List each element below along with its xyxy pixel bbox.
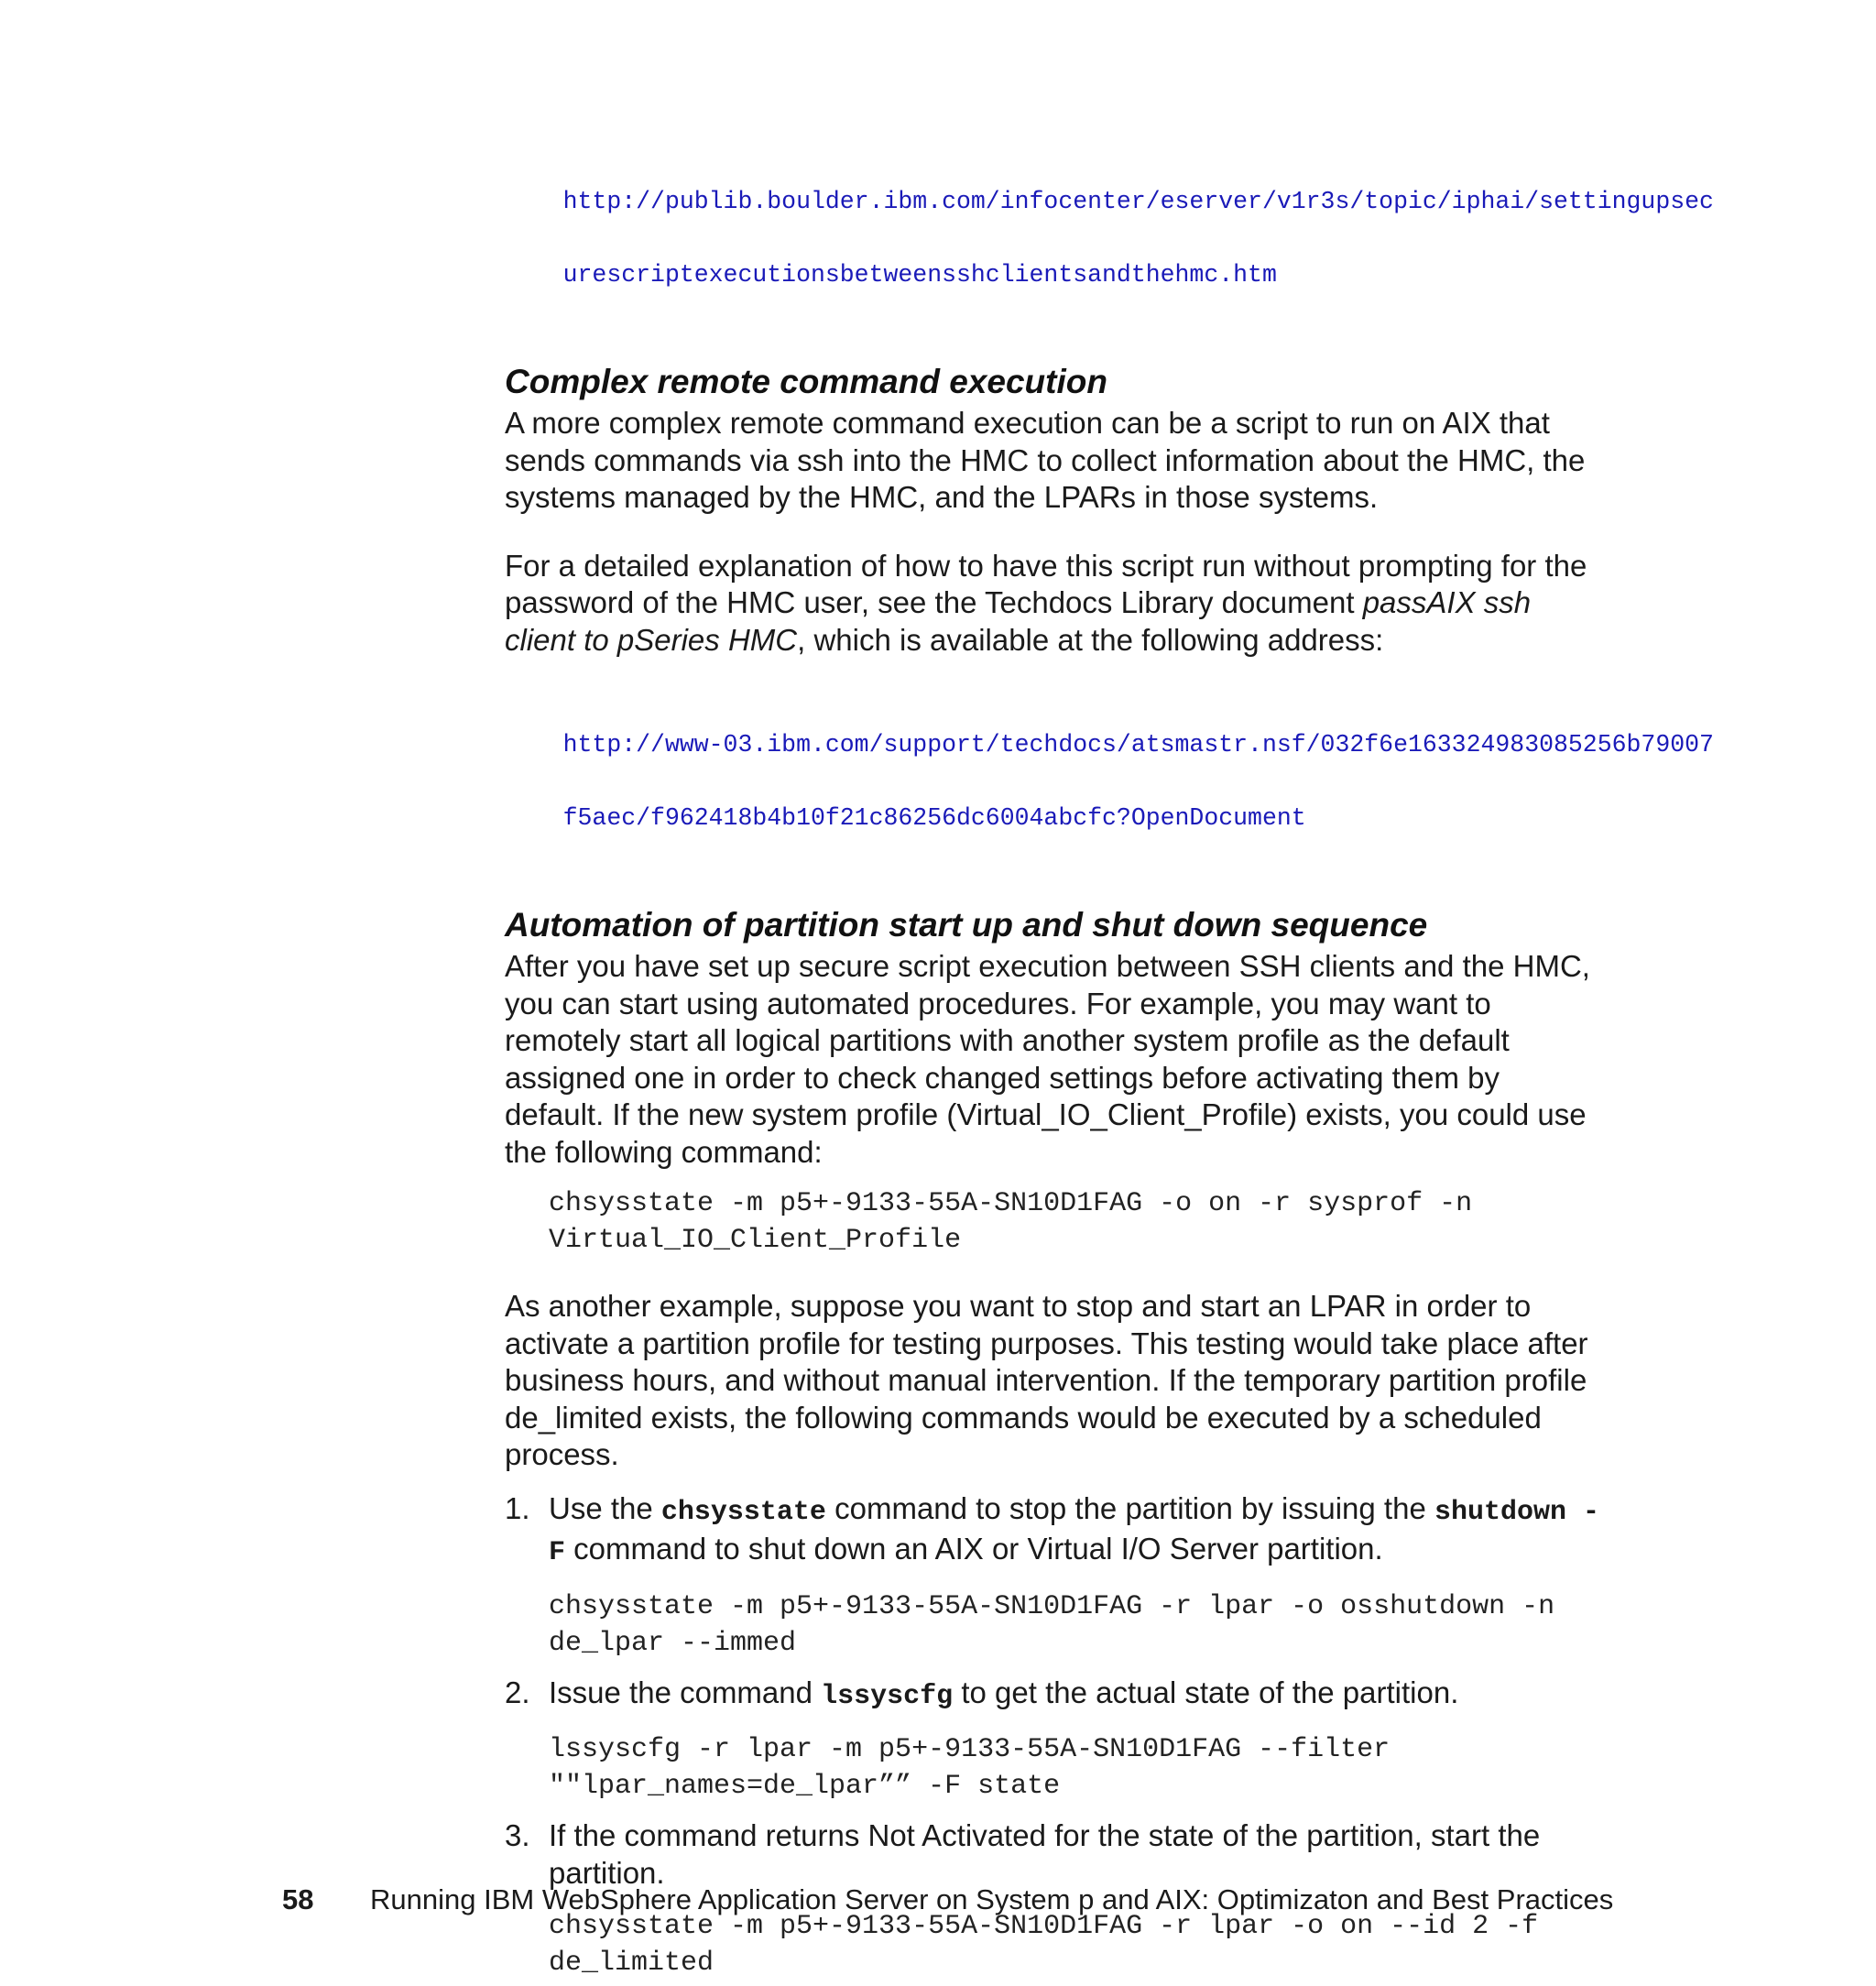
code-line: lssyscfg -r lpar -m p5+-9133-55A-SN10D1FAG --filter xyxy=(549,1734,1391,1765)
inline-command: lssyscfg xyxy=(821,1680,954,1712)
ssh-setup-link[interactable] xyxy=(505,147,1714,330)
step-text: If the command returns Not Activated for the state of the partition, start the partition. xyxy=(549,1818,1541,1890)
code-line: Virtual_IO_Client_Profile xyxy=(549,1225,962,1256)
paragraph-techdocs-reference xyxy=(505,548,1599,660)
code-line: chsysstate -m p5+-9133-55A-SN10D1FAG -r lpar -o on --id 2 -f xyxy=(549,1911,1539,1942)
step-text xyxy=(549,1675,1599,1716)
ssh-setup-link-line1[interactable]: http://publib.boulder.ibm.com/infocenter/eserver/v1r3s/topic/iphai/settingupsec xyxy=(562,188,1714,215)
paragraph-another-example: As another example, suppose you want to stop and start an LPAR in order to activate a partition profile for testing purposes. This testing would take place after business hours, and without manual intervention. If the temporary partition profile de_limited exists, the following commands would be executed by a scheduled process. xyxy=(505,1289,1588,1471)
paragraph-automation-intro: After you have set up secure script execution between SSH clients and the HMC, you can start using automated procedures. For example, you may want to remotely start all logical partitions with another system profile as the default assigned one in order to check changed settings before activating them by default. If the new system profile (Virtual_IO_Client_Profile) exists, you could use the following command: xyxy=(505,949,1590,1169)
section-heading-complex-remote: Complex remote command execution xyxy=(505,363,1107,400)
techdocs-link-line2[interactable]: f5aec/f962418b4b10f21c86256dc6004abcfc?OpenDocument xyxy=(562,804,1306,832)
step-text-part: Issue the command xyxy=(549,1675,822,1709)
code-line: chsysstate -m p5+-9133-55A-SN10D1FAG -o on -r sysprof -n xyxy=(549,1188,1473,1219)
step-item xyxy=(505,1675,1599,1806)
step-text-part: command to stop the partition by issuing the xyxy=(825,1490,1434,1525)
step-text-part: to get the actual state of the partition. xyxy=(953,1675,1459,1709)
step-number: 3. xyxy=(505,1818,530,1852)
code-line: ""lpar_names=de_lpar”” -F state xyxy=(549,1771,1061,1802)
code-line: de_lpar --immed xyxy=(549,1627,797,1659)
page-number: 58 xyxy=(282,1883,314,1915)
book-title: Running IBM WebSphere Application Server on System p and AIX: Optimizaton and Best Practices xyxy=(370,1883,1614,1915)
techdocs-link[interactable] xyxy=(505,690,1714,873)
page-content xyxy=(505,147,1714,1981)
inline-command: shutdown -F xyxy=(549,1496,1599,1568)
paragraph-techdocs-text-1: For a detailed explanation of how to have this script run without prompting for the password of the HMC user, see the Techdocs Library document xyxy=(505,548,1587,619)
ssh-setup-link-line2[interactable]: urescriptexecutionsbetweensshclientsandthehmc.htm xyxy=(562,261,1277,289)
step-text-part: command to shut down an AIX or Virtual I/O Server partition. xyxy=(565,1532,1383,1566)
techdocs-link-line1[interactable]: http://www-03.ibm.com/support/techdocs/atsmastr.nsf/032f6e163324983085256b79007 xyxy=(562,731,1714,758)
code-block-lssyscfg xyxy=(549,1731,1599,1805)
step-number: 2. xyxy=(505,1675,530,1709)
document-title-italic: passAIX ssh client to pSeries HMC xyxy=(505,585,1532,657)
step-text xyxy=(549,1490,1599,1572)
section-heading-automation: Automation of partition start up and shut down sequence xyxy=(505,906,1428,944)
code-block-start-partition xyxy=(549,1908,1599,1981)
code-block-shutdown xyxy=(549,1588,1599,1662)
step-number: 1. xyxy=(505,1490,530,1525)
page-footer xyxy=(282,1882,1613,1918)
inline-command: chsysstate xyxy=(660,1496,826,1528)
code-line: chsysstate -m p5+-9133-55A-SN10D1FAG -r lpar -o osshutdown -n xyxy=(549,1590,1555,1622)
step-item xyxy=(505,1490,1599,1662)
paragraph-techdocs-text-2: , which is available at the following address: xyxy=(797,622,1384,657)
code-line: de_limited xyxy=(549,1948,714,1979)
step-text-part: Use the xyxy=(549,1490,661,1525)
paragraph-complex-remote-intro: A more complex remote command execution can be a script to run on AIX that sends commands via ssh into the HMC to collect information about the HMC, the systems managed by the HMC, and the LPARs in those systems. xyxy=(505,406,1586,514)
code-block-sysprof xyxy=(549,1185,1599,1259)
